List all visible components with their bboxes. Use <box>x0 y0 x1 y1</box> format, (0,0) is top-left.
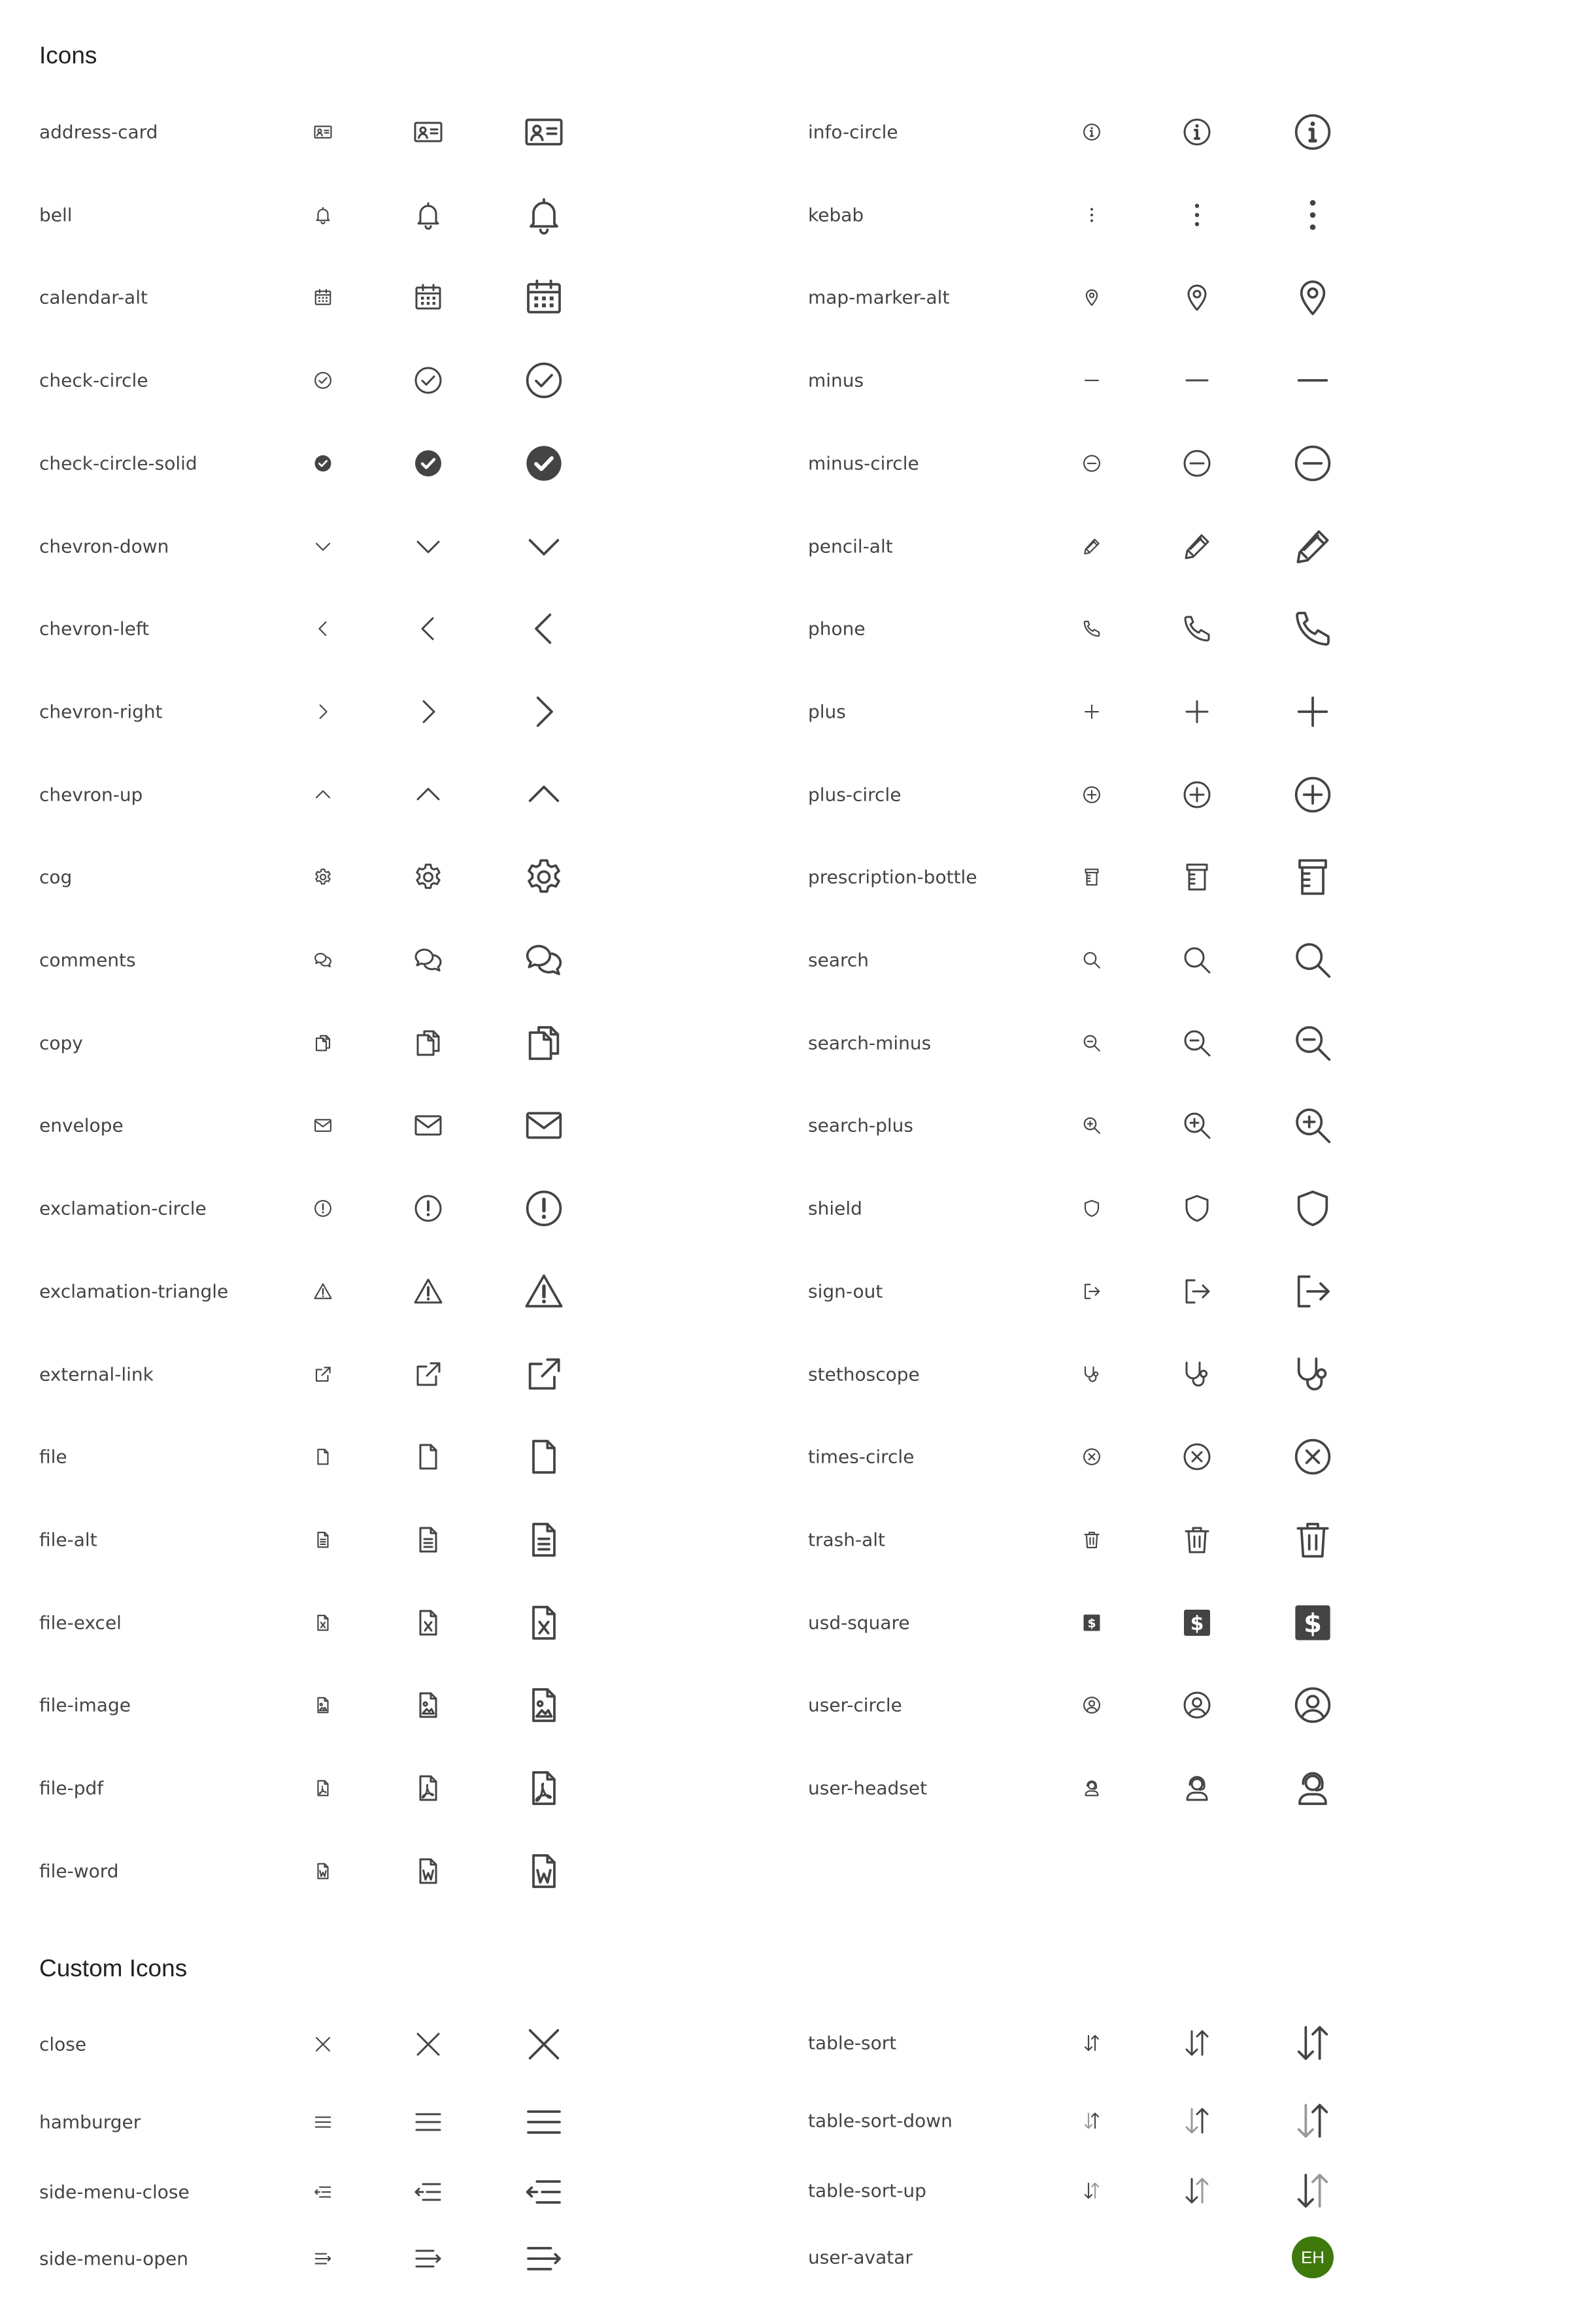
file-word-icon <box>313 1861 333 1881</box>
times-circle-icon <box>1181 1441 1213 1472</box>
hamburger-icon <box>413 2106 444 2138</box>
file-icon <box>313 1447 333 1467</box>
icon-label-exclamation-circle: exclamation-circle <box>39 1197 207 1220</box>
search-minus-icon <box>1292 1022 1334 1064</box>
table-sort-down-icon <box>1082 2111 1102 2131</box>
minus-icon <box>1181 365 1213 396</box>
table-sort-up-icon <box>1292 2170 1334 2212</box>
icon-label-trash-alt: trash-alt <box>808 1529 886 1551</box>
info-circle-icon <box>1181 116 1213 148</box>
check-circle-solid-icon <box>313 454 333 473</box>
minus-icon <box>1292 359 1334 401</box>
file-icon <box>413 1441 444 1472</box>
check-circle-icon <box>413 365 444 396</box>
stethoscope-icon <box>1082 1365 1102 1384</box>
search-minus-icon <box>1181 1027 1213 1059</box>
icon-label-prescription-bottle: prescription-bottle <box>808 866 977 888</box>
exclamation-triangle-icon <box>313 1282 333 1301</box>
comments-icon <box>413 944 444 976</box>
table-sort-up-icon <box>1082 2181 1102 2200</box>
icon-label-comments: comments <box>39 949 136 971</box>
user-headset-icon <box>1181 1772 1213 1804</box>
external-link-icon <box>523 1353 565 1395</box>
search-plus-icon <box>1082 1116 1102 1135</box>
address-card-icon <box>413 116 444 148</box>
phone-icon <box>1181 613 1213 644</box>
icon-label-file-excel: file-excel <box>39 1612 122 1634</box>
icon-label-map-marker-alt: map-marker-alt <box>808 286 950 308</box>
icon-label-file-word: file-word <box>39 1860 119 1882</box>
close-icon <box>523 2023 565 2065</box>
shield-icon <box>1181 1193 1213 1224</box>
icon-label-exclamation-triangle: exclamation-triangle <box>39 1280 229 1303</box>
user-avatar[interactable]: EH <box>1292 2236 1334 2278</box>
chevron-right-icon <box>523 691 565 733</box>
plus-icon <box>1181 696 1213 727</box>
icon-label-envelope: envelope <box>39 1114 124 1137</box>
table-sort-down-icon <box>1292 2100 1334 2142</box>
icon-label-bell: bell <box>39 204 73 226</box>
envelope-icon <box>413 1110 444 1141</box>
bell-icon <box>523 194 565 236</box>
exclamation-circle-icon <box>313 1199 333 1218</box>
file-pdf-icon <box>313 1778 333 1798</box>
search-plus-icon <box>1181 1110 1213 1141</box>
comments-icon <box>313 950 333 970</box>
file-pdf-icon <box>413 1772 444 1804</box>
cog-icon <box>523 856 565 898</box>
close-icon <box>413 2029 444 2060</box>
icon-label-address-card: address-card <box>39 121 158 143</box>
plus-circle-icon <box>1181 779 1213 810</box>
envelope-icon <box>313 1116 333 1135</box>
address-card-icon <box>313 122 333 142</box>
trash-alt-icon <box>1181 1524 1213 1555</box>
user-circle-icon <box>1082 1695 1102 1715</box>
file-alt-icon <box>413 1524 444 1555</box>
address-card-icon <box>523 111 565 153</box>
plus-circle-icon <box>1082 785 1102 805</box>
table-sort-icon <box>1082 2033 1102 2053</box>
trash-alt-icon <box>1082 1530 1102 1550</box>
icon-label-shield: shield <box>808 1197 862 1220</box>
user-circle-icon <box>1292 1684 1334 1726</box>
side-menu-open-icon <box>413 2243 444 2274</box>
shield-icon <box>1292 1187 1334 1229</box>
chevron-down-icon <box>413 531 444 562</box>
icon-label-user-avatar: user-avatar <box>808 2246 913 2268</box>
file-excel-icon <box>413 1607 444 1638</box>
icon-label-usd-square: usd-square <box>808 1612 910 1634</box>
table-sort-down-icon <box>1181 2105 1213 2136</box>
file-image-icon <box>413 1689 444 1721</box>
exclamation-triangle-icon <box>523 1270 565 1312</box>
side-menu-close-icon <box>523 2171 565 2213</box>
chevron-right-icon <box>413 696 444 727</box>
map-marker-alt-icon <box>1181 282 1213 313</box>
file-alt-icon <box>523 1519 565 1561</box>
side-menu-open-icon <box>523 2238 565 2280</box>
file-excel-icon <box>523 1602 565 1644</box>
search-plus-icon <box>1292 1104 1334 1146</box>
icon-label-info-circle: info-circle <box>808 121 898 143</box>
chevron-down-icon <box>523 525 565 567</box>
icon-label-times-circle: times-circle <box>808 1446 915 1468</box>
file-excel-icon <box>313 1613 333 1633</box>
icon-label-chevron-left: chevron-left <box>39 618 150 640</box>
usd-square-icon <box>1181 1607 1213 1638</box>
file-word-icon <box>413 1855 444 1887</box>
external-link-icon <box>413 1359 444 1390</box>
minus-circle-icon <box>1082 454 1102 473</box>
icon-label-check-circle: check-circle <box>39 369 148 391</box>
custom-icons-section-title: Custom Icons <box>39 1955 188 1982</box>
kebab-icon <box>1082 205 1102 225</box>
icon-label-kebab: kebab <box>808 204 864 226</box>
icon-label-check-circle-solid: check-circle-solid <box>39 452 197 474</box>
icon-label-plus: plus <box>808 701 846 723</box>
search-icon <box>1292 939 1334 981</box>
table-sort-up-icon <box>1181 2175 1213 2206</box>
plus-icon <box>1292 691 1334 733</box>
side-menu-close-icon <box>413 2176 444 2208</box>
copy-icon <box>413 1027 444 1059</box>
copy-icon <box>523 1022 565 1064</box>
chevron-right-icon <box>313 702 333 722</box>
icon-label-search-minus: search-minus <box>808 1032 932 1054</box>
bell-icon <box>313 205 333 225</box>
chevron-left-icon <box>523 608 565 650</box>
close-icon <box>313 2034 333 2054</box>
icon-label-search-plus: search-plus <box>808 1114 913 1137</box>
check-circle-solid-icon <box>413 448 444 479</box>
svg-text:$: $ <box>1304 1608 1322 1639</box>
icon-label-sign-out: sign-out <box>808 1280 883 1303</box>
chevron-left-icon <box>313 619 333 639</box>
user-headset-icon <box>1292 1767 1334 1809</box>
shield-icon <box>1082 1199 1102 1218</box>
kebab-icon <box>1292 194 1334 236</box>
calendar-alt-icon <box>413 282 444 313</box>
user-circle-icon <box>1181 1689 1213 1721</box>
usd-square-icon <box>1082 1613 1102 1633</box>
pencil-alt-icon <box>1082 537 1102 556</box>
icon-label-user-circle: user-circle <box>808 1694 902 1716</box>
file-image-icon <box>523 1684 565 1726</box>
prescription-bottle-icon <box>1181 861 1213 893</box>
calendar-alt-icon <box>313 288 333 307</box>
icon-label-table-sort: table-sort <box>808 2032 897 2054</box>
file-alt-icon <box>313 1530 333 1550</box>
icon-label-cog: cog <box>39 866 73 888</box>
check-circle-icon <box>313 371 333 390</box>
external-link-icon <box>313 1365 333 1384</box>
file-pdf-icon <box>523 1767 565 1809</box>
icon-label-plus-circle: plus-circle <box>808 784 902 806</box>
user-headset-icon <box>1082 1778 1102 1798</box>
envelope-icon <box>523 1104 565 1146</box>
stethoscope-icon <box>1292 1353 1334 1395</box>
icon-label-file: file <box>39 1446 67 1468</box>
svg-text:$: $ <box>1087 1616 1096 1631</box>
plus-circle-icon <box>1292 774 1334 816</box>
bell-icon <box>413 199 444 231</box>
info-circle-icon <box>1292 111 1334 153</box>
usd-square-icon <box>1292 1602 1334 1644</box>
icon-label-side-menu-close: side-menu-close <box>39 2181 190 2203</box>
pencil-alt-icon <box>1292 525 1334 567</box>
sign-out-icon <box>1181 1276 1213 1307</box>
icon-label-stethoscope: stethoscope <box>808 1363 920 1385</box>
icon-label-user-headset: user-headset <box>808 1777 928 1799</box>
search-minus-icon <box>1082 1033 1102 1053</box>
icon-label-hamburger: hamburger <box>39 2111 141 2133</box>
icon-label-file-pdf: file-pdf <box>39 1777 104 1799</box>
side-menu-open-icon <box>313 2249 333 2268</box>
chevron-left-icon <box>413 613 444 644</box>
check-circle-icon <box>523 359 565 401</box>
phone-icon <box>1292 608 1334 650</box>
cog-icon <box>413 861 444 893</box>
kebab-icon <box>1181 199 1213 231</box>
minus-circle-icon <box>1181 448 1213 479</box>
icon-label-chevron-down: chevron-down <box>39 535 169 557</box>
check-circle-solid-icon <box>523 442 565 484</box>
times-circle-icon <box>1082 1447 1102 1467</box>
calendar-alt-icon <box>523 276 565 318</box>
icon-label-minus-circle: minus-circle <box>808 452 919 474</box>
hamburger-icon <box>313 2112 333 2132</box>
plus-icon <box>1082 702 1102 722</box>
phone-icon <box>1082 619 1102 639</box>
icon-label-phone: phone <box>808 618 866 640</box>
icon-label-calendar-alt: calendar-alt <box>39 286 148 308</box>
icon-label-side-menu-open: side-menu-open <box>39 2248 188 2270</box>
prescription-bottle-icon <box>1082 867 1102 887</box>
icon-label-file-image: file-image <box>39 1694 131 1716</box>
icon-label-search: search <box>808 949 869 971</box>
stethoscope-icon <box>1181 1359 1213 1390</box>
search-icon <box>1082 950 1102 970</box>
table-sort-icon <box>1292 2022 1334 2064</box>
copy-icon <box>313 1033 333 1053</box>
chevron-down-icon <box>313 537 333 556</box>
pencil-alt-icon <box>1181 531 1213 562</box>
chevron-up-icon <box>523 774 565 816</box>
comments-icon <box>523 939 565 981</box>
info-circle-icon <box>1082 122 1102 142</box>
icon-label-file-alt: file-alt <box>39 1529 97 1551</box>
exclamation-triangle-icon <box>413 1276 444 1307</box>
svg-text:$: $ <box>1190 1612 1204 1635</box>
side-menu-close-icon <box>313 2182 333 2202</box>
sign-out-icon <box>1082 1282 1102 1301</box>
icon-label-table-sort-up: table-sort-up <box>808 2180 926 2202</box>
trash-alt-icon <box>1292 1519 1334 1561</box>
map-marker-alt-icon <box>1082 288 1102 307</box>
hamburger-icon <box>523 2101 565 2143</box>
exclamation-circle-icon <box>413 1193 444 1224</box>
table-sort-icon <box>1181 2027 1213 2059</box>
cog-icon <box>313 867 333 887</box>
icon-label-chevron-up: chevron-up <box>39 784 143 806</box>
icons-section-title: Icons <box>39 42 97 69</box>
icon-label-close: close <box>39 2033 87 2055</box>
times-circle-icon <box>1292 1436 1334 1478</box>
minus-icon <box>1082 371 1102 390</box>
minus-circle-icon <box>1292 442 1334 484</box>
sign-out-icon <box>1292 1270 1334 1312</box>
icon-label-chevron-right: chevron-right <box>39 701 163 723</box>
file-image-icon <box>313 1695 333 1715</box>
icon-label-copy: copy <box>39 1032 83 1054</box>
prescription-bottle-icon <box>1292 856 1334 898</box>
map-marker-alt-icon <box>1292 276 1334 318</box>
file-icon <box>523 1436 565 1478</box>
icon-label-pencil-alt: pencil-alt <box>808 535 893 557</box>
exclamation-circle-icon <box>523 1187 565 1229</box>
search-icon <box>1181 944 1213 976</box>
file-word-icon <box>523 1850 565 1892</box>
chevron-up-icon <box>313 785 333 805</box>
icon-label-table-sort-down: table-sort-down <box>808 2110 953 2132</box>
chevron-up-icon <box>413 779 444 810</box>
icon-label-external-link: external-link <box>39 1363 154 1385</box>
icon-label-minus: minus <box>808 369 864 391</box>
